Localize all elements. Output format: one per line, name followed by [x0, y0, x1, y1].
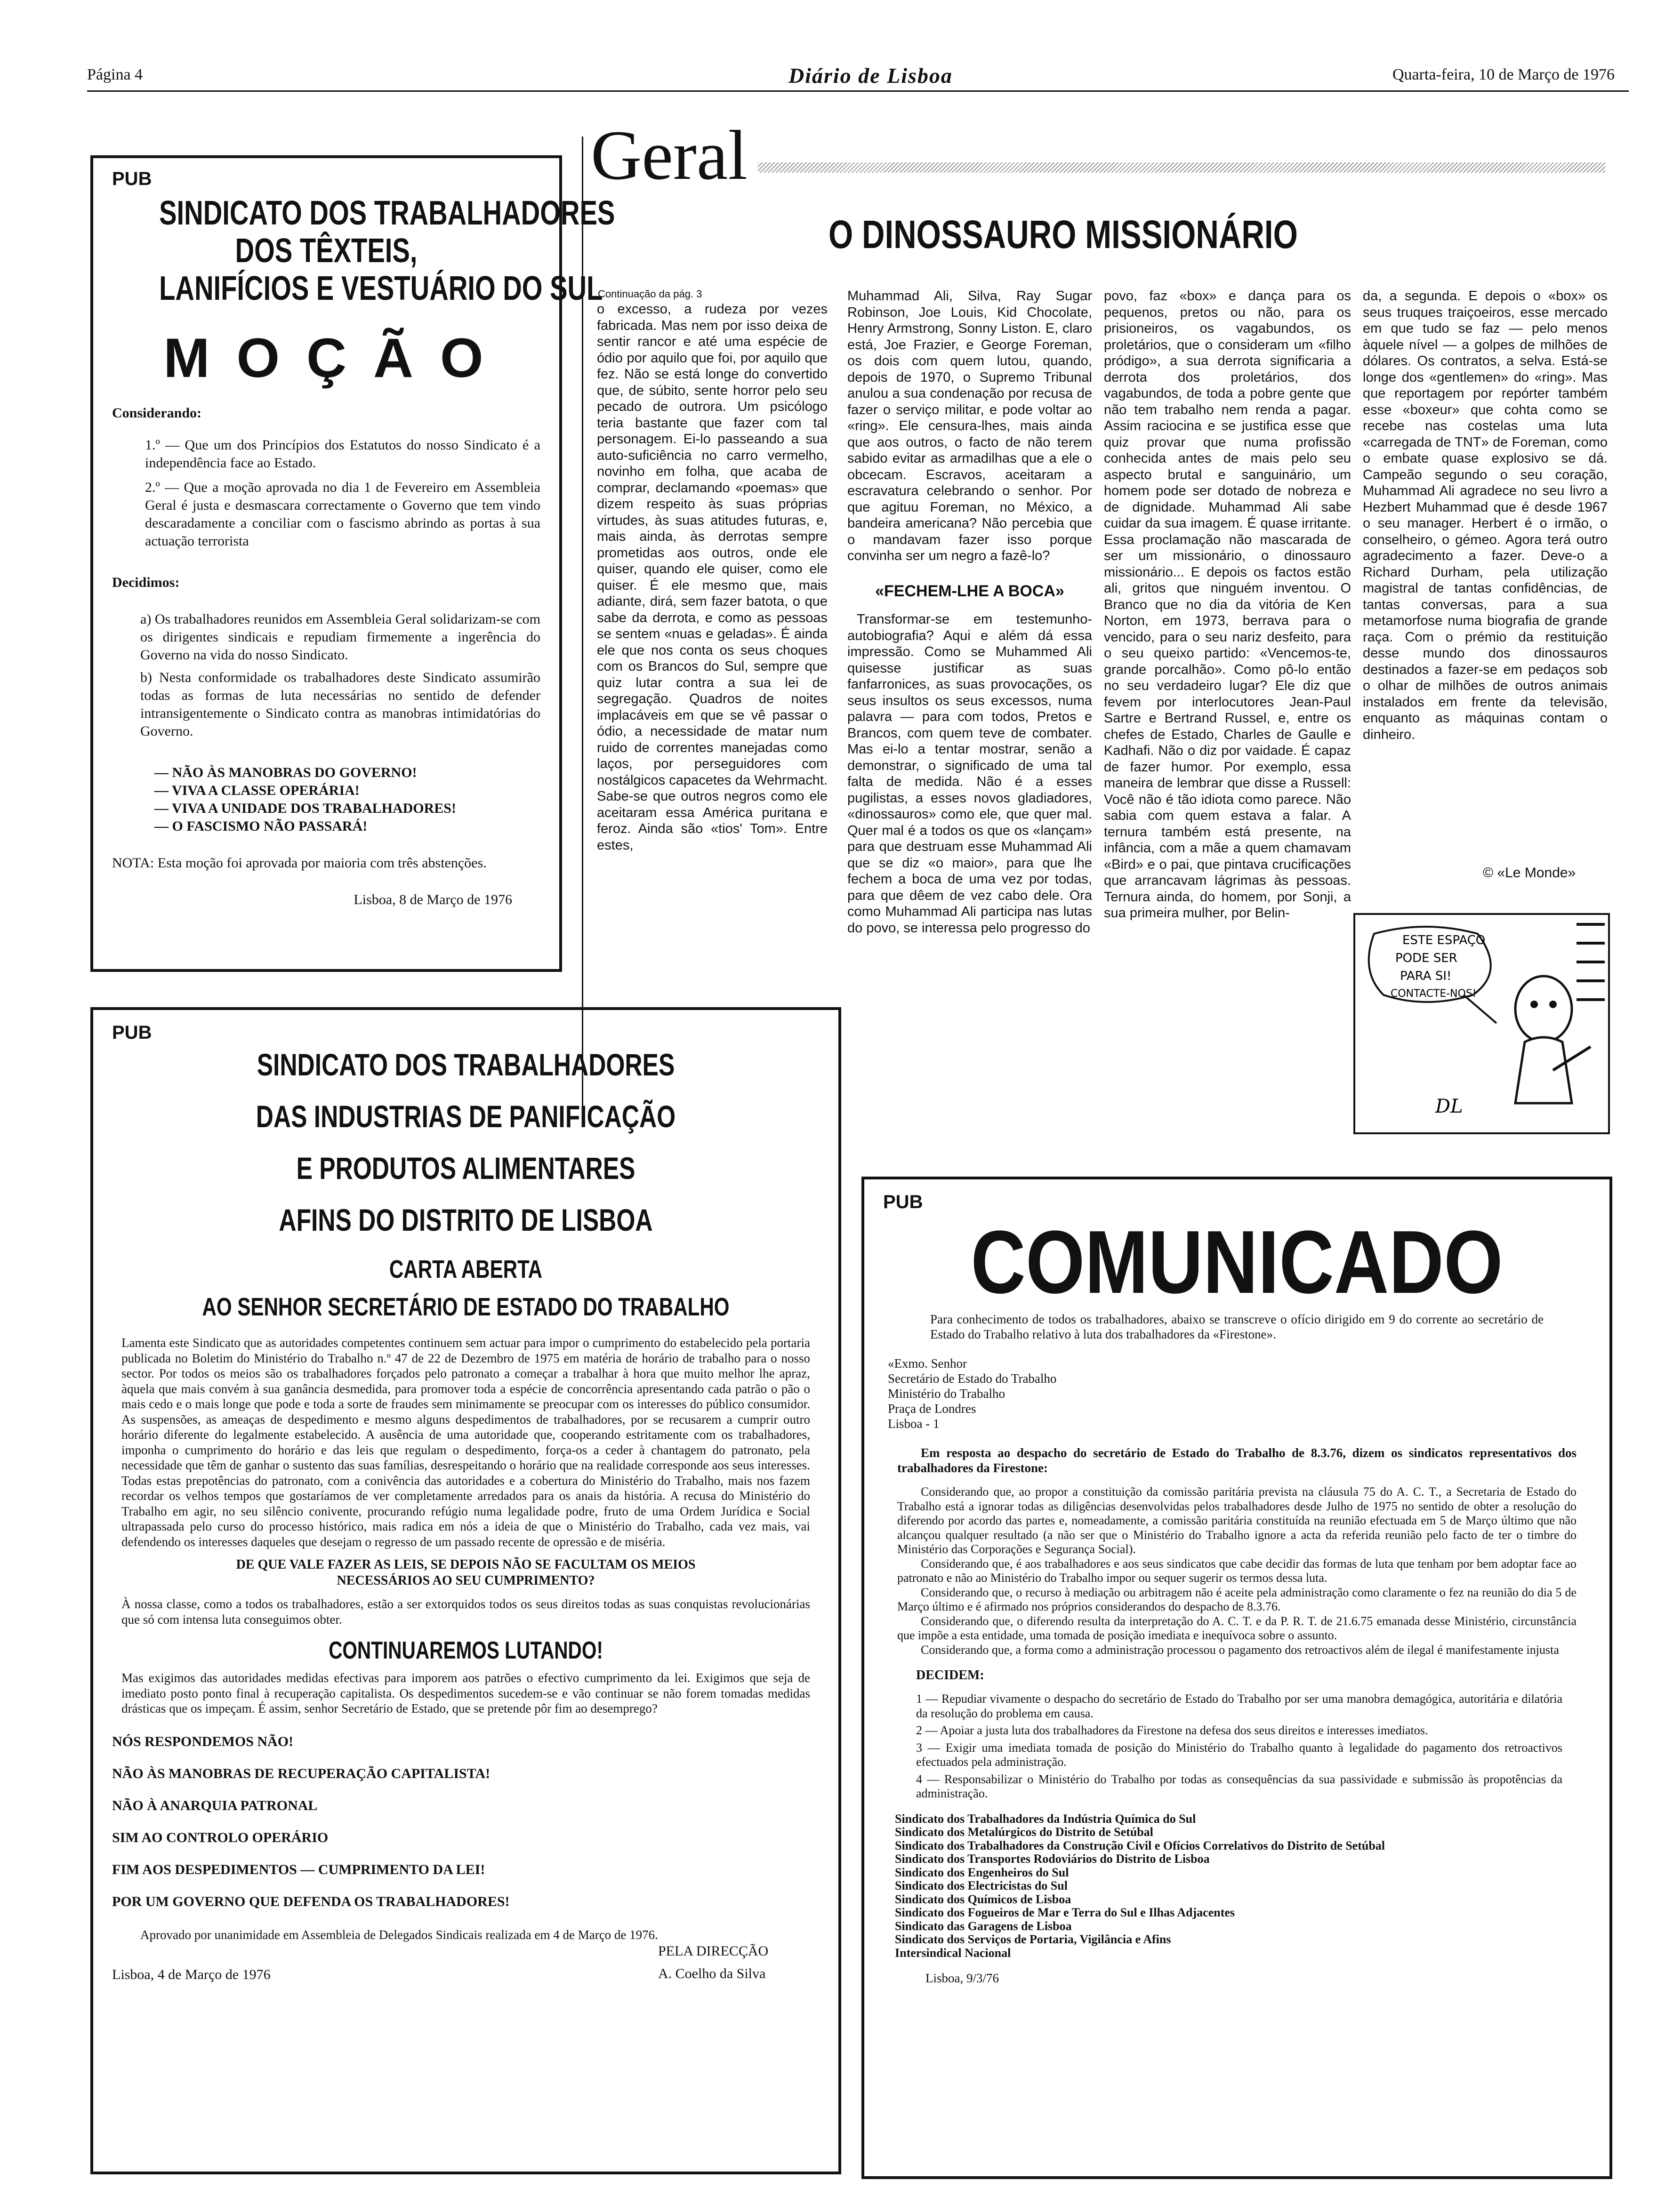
ad-subtitle: AO SENHOR SECRETÁRIO DE ESTADO DO TRABALHO: [202, 1293, 730, 1321]
article-column-4: [1363, 288, 1608, 862]
pub-label: PUB: [883, 1192, 923, 1212]
decided-label: Decidimos:: [112, 575, 180, 590]
cartoon-ad: [1353, 913, 1610, 1134]
ad-date: Lisboa, 9/3/76: [925, 1971, 999, 1985]
slogan: — VIVA A UNIDADE DOS TRABALHADORES!: [154, 801, 456, 816]
union-name: Sindicato dos Químicos de Lisboa: [895, 1892, 1071, 1906]
decided-item: b) Nesta conformidade os trabalhadores deste Sindicato assumirão todas as formas de luta necessárias no sentido de defender intransigentemente o Sindicato contra as manobras intimidatórias do Governo.: [140, 670, 540, 739]
pub-label: PUB: [112, 1022, 152, 1043]
article-continued: Continuação da pág. 3: [598, 288, 702, 300]
ad-callout: CONTINUAREMOS LUTANDO!: [329, 1637, 603, 1664]
slogan: SIM AO CONTROLO OPERÁRIO: [112, 1829, 329, 1845]
article-text: o excesso, a rudeza por vezes fabricada. Mas nem por isso deixa de sentir rancor e até uma espécie de ódio por aquilo que foi, por aquilo que fez. Não se está longe do convertido que, de súbito, sente horror pelo seu pecado de outrora. Um psicólogo teria bastante que fazer com tal personagem. Ei-lo passeando a sua auto-suficiência no carro vermelho, novinho em folha, que acaba de comprar, declamando «poemas» que dizem respeito às suas próprias virtudes, às suas atitudes futuras, e, mais ainda, às derrotas sempre prometidas aos outros, onde ele quiser, quando ele quiser, como ele quiser. É ele mesmo que, mais adiante, dirá, sem fazer batota, o que sabe da derrota, e como as pessoas se sentem «nuas e geladas». É ainda ele que nos conta os seus choques com os Brancos do Sul, sempre que quiz lutar contra a sua lei de segregação. Quadros de noites implacáveis em que se vê passar o ódio, a necessidade de matar num ruido de correntes manejadas como laços, por perseguidores com nostálgicos capacetes da Wehrmacht. Sabe-se que outros negros como ele aceitaram essa América puritana e feroz. Ainda são «tios' Tom». Entre estes,: [597, 302, 828, 853]
cartoon-signature: DL: [1435, 1096, 1463, 1117]
ad-date: Lisboa, 4 de Março de 1976: [112, 1966, 271, 1982]
address-line: Lisboa - 1: [888, 1417, 940, 1431]
considering-paragraph: Considerando que, é aos trabalhadores e aos seus sindicatos que cabe decidir das formas de luta que tenham por bem adoptar face ao patronato e não ao Ministério do Trabalho impor ou sequer sugerir os termos dessa luta.: [897, 1556, 1577, 1585]
address-line: «Exmo. Senhor: [888, 1356, 967, 1370]
decide-label: DECIDEM:: [916, 1668, 984, 1683]
ad-title-line: E PRODUTOS ALIMENTARES: [296, 1151, 635, 1186]
considering-paragraph: Considerando que, o diferendo resulta da interpretação do A. C. T. e da P. R. T. de 21.6.75 emanada desse Ministério, circunstância que impõe a esta entidade, uma tomada de posição imediata e inequívoca sobre o assunto.: [897, 1614, 1577, 1642]
ad-question: DE QUE VALE FAZER AS LEIS, SE DEPOIS NÃO SE FACULTAM OS MEIOS NECESSÁRIOS AO SEU CUMPRIMENTO?: [236, 1557, 696, 1588]
page-header: [87, 66, 1629, 94]
cartoon-text-line: ESTE ESPAÇO: [1402, 933, 1486, 947]
section-rule-vertical: [582, 136, 583, 1125]
union-name: Intersindical Nacional: [895, 1946, 1011, 1960]
union-list: [895, 1812, 1591, 1960]
union-name: Sindicato dos Fogueiros de Mar e Terra do Sul e Ilhas Adjacentes: [895, 1906, 1235, 1919]
ad-title-line: DOS TÊXTEIS,: [235, 232, 418, 270]
decision-item: 4 — Responsabilizar o Ministério do Trabalho por todas as consequências da sua passividade e submissão às propotências da administração.: [916, 1772, 1562, 1800]
ad-title-line: SINDICATO DOS TRABALHADORES: [257, 1047, 675, 1082]
ad-subtitle: CARTA ABERTA: [389, 1255, 543, 1283]
ad-intro: Para conhecimento de todos os trabalhadores, abaixo se transcreve o ofício dirigido em 9 do corrente ao secretário de Estado do Trabalho relativo à luta dos trabalhadores da «Firestone».: [930, 1312, 1544, 1341]
article-column-3: [1104, 288, 1351, 1102]
ad-body: Mas exigimos das autoridades medidas efectivas para imporem aos patrões o efectivo cumprimento da lei. Exigimos que seja de imediato posto ponto final à recuperação capitalista. Os despedimentos sucedem-se e vão continuar se não forem tomadas medidas drásticas que os impeçam. É assim, senhor Secretário de Estado, que se pretende pôr fim ao desemprego?: [121, 1671, 810, 1715]
article-text: da, a segunda. E depois o «box» os seus truques traiçoeiros, esse mercado em que tudo se faz — pelo menos àquele nível — a golpes de milhões de dólares. Os contratos, a selva. Está-se longe dos «gentlemen» do «ring». Mas que reportagem por repórter também esse «boxeur» que cohta como se recebe nas costelas uma luta «carregada de TNT» de Foreman, como o embate quase explosivo se dá. Campeão segundo o seu coração, Muhammad Ali agradece no seu livro a Hezbert Muhammad que é desde 1967 o seu manager. Herbert é o irmão, o conselheiro, o gémeo. Agora terá outro agradecimento a fazer. Deve-o a Richard Durham, pela utilização magistral de tantas confidências, de tantas conversas, para a sua metamorfose numa biografia de grande raça. Com o prémio da restituição desse mundo dos dinossauros destinados a fazer-se em pedaços sob o olhar de milhões de outros animais instalados em frente da televisão, enquanto as máquinas contam o dinheiro.: [1363, 289, 1608, 742]
article-text: Muhammad Ali, Silva, Ray Sugar Robinson, Joe Louis, Kid Chocolate, Henry Armstrong, Sonny Liston. E, claro está, Joe Frazier, e George Foreman, os dois com quem lutou, quando, depois de 1970, o Supremo Tribunal anulou a sua condenação por recusa de fazer o serviço militar, e pode voltar ao «ring». Ele censura-lhes, mais ainda que aos outros, o facto de não terem sabido evitar as armadilhas que a ele o obcecam. Escravos, aceitaram a escravatura celebrando o senhor. Por que agituu Foreman, no México, a bandeira americana? Não percebia que o mandavam fazer isso porque convinha ser um negro a fazê-lo?: [847, 289, 1092, 563]
slogan: — NÃO ÀS MANOBRAS DO GOVERNO!: [154, 765, 417, 780]
decision-item: 1 — Repudiar vivamente o despacho do secretário de Estado do Trabalho por ser uma manobra demagógica, autoritária e dilatória da resolução do problema em causa.: [916, 1692, 1562, 1720]
ad-panificacao: [90, 1007, 841, 2174]
address-line: Praça de Londres: [888, 1402, 976, 1416]
union-name: Sindicato dos Engenheiros do Sul: [895, 1865, 1069, 1879]
page-number: Página 4: [87, 66, 143, 83]
union-name: Sindicato dos Trabalhadores da Construção Civil e Ofícios Correlativos do Distrito de Setúbal: [895, 1838, 1385, 1852]
union-name: Sindicato dos Transportes Rodoviários do Distrito de Lisboa: [895, 1852, 1210, 1866]
section-title: Geral: [591, 116, 748, 194]
signature-name: A. Coelho da Silva: [658, 1965, 766, 1981]
section-hatch: [758, 162, 1605, 173]
union-name: Sindicato das Garagens de Lisboa: [895, 1919, 1072, 1933]
article-text: povo, faz «box» e dança para os pequenos, pretos ou não, para os prisioneiros, os vagabundos, os proletários, que o consideram um «filho pródigo», a sua derrota significaria a derrota dos proletários, dos vagabundos, de toda a pobre gente que não tem trabalho nem renda a pagar. Assim raciocina e se justifica esse que quiz provar que numa profissão conhecida antes de mais pelo seu aspecto brutal e sanguinário, um homem pode ser dotado de nobreza e de dignidade. Muhammad Ali sabe cuidar da sua imagem. É quase irritante. Essa proclamação não mascarada de ser um missionário, o dinossauro missionário... E depois os factos estão ali, gritos que ninguém inventou. O Branco que no dia da vitória de Ken Norton, em 1973, berrava para o vencido, para o seu nariz desfeito, para o seu queixo partido: «Vencemos-te, grande porcalhão». Como pô-lo então no seu verdadeiro lugar? Ele diz que fevem por interlocutores Jean-Paul Sartre e Bertrand Russel, e, entre os chefes de Estado, Charles de Gaulle e Kadhafi. Não o diz por vaidade. É capaz de fazer humor. Por exemplo, essa maneira de lembrar que disse a Russell: Você não é tão idiota como parece. Não sabia com quem estava a falar. A ternura também está presente, na infância, com a mãe a quem chamavam «Bird» e o pai, que pintava crucificações que arrancavam lágrimas às pessoas. Ternura ainda, do homem, por Sonji, a sua primeira mulher, por Belin-: [1104, 289, 1351, 921]
union-name: Sindicato dos Serviços de Portaria, Vigilância e Afins: [895, 1932, 1171, 1946]
ad-mocao: [90, 155, 615, 972]
header-rule: [87, 90, 1629, 92]
slogan: POR UM GOVERNO QUE DEFENDA OS TRABALHADORES!: [112, 1893, 510, 1909]
article-credit: © «Le Monde»: [1483, 865, 1576, 881]
slogan: — O FASCISMO NÃO PASSARÁ!: [154, 818, 368, 834]
ad-date: Lisboa, 8 de Março de 1976: [354, 892, 512, 907]
considering-item: 2.º — Que a moção aprovada no dia 1 de Fevereiro em Assembleia Geral é justa e desmascara correctamente o Governo que tem vindo descaradamente a conciliar com o fascismo abrindo as portas à sua actuação terrorista: [145, 480, 540, 549]
ad-body: Lamenta este Sindicato que as autoridades competentes continuem sem actuar para impor o cumprimento do estabelecido pela portaria publicada no Boletim do Ministério do Trabalho n.º 47 de 22 de Dezembro de 1975 em matéria de horário de trabalho para o nosso sector. Por todos os meios são os trabalhadores forçados pelo patronato a começar a trabalhar à hora que muito melhor lhe apraz, àquela que mais convém à sua ganância desmedida, para promover toda a espécie de concorrência apresentando cada patrão o pão o mais cedo e o mais longe que pode e toda a sorte de fraudes sem minimamente se preocupar com os interesses do público consumidor. As suspensões, as ameaças de despedimento e mesmo alguns despedimentos de trabalhadores, por se recusarem a cumprir outro horário diferente do legalmente estabelecido. A ausência de uma autoridade que, cooperando estritamente com os trabalhadores, imponha o cumprimento do horário e das leis que regulam o despedimento, força-os a ceder à chantagem do patronato, pela necessidade que têm de ganhar o sustento das suas famílias, desrespeitando o horário que na realidade corresponde aos seus interesses. Todas estas prepotências do patronato, com a conivência das autoridades e a cobertura do Ministério do Trabalho, mais nos fazem recordar os velhos tempos que gostaríamos de ver completamente arredados para os anais da história. A recusa do Ministério do Trabalho em agir, no seu silêncio conivente, procurando refúgio numa legalidade podre, fruto de uma Ordem Jurídica e Social ultrapassada pelo curso do processo histórico, mais radica em nós a ideia de que o Ministério do Trabalho, cada vez mais, vai defendendo os interesses daqueles que desejam o regresso de um passado recente de opressão e de miséria.: [121, 1336, 810, 1549]
article-text: Transformar-se em testemunho-autobiografia? Aqui e além dá essa impressão. Como se Muhammed Ali quisesse justificar as suas fanfarronices, as suas provocações, os seus insultos os seus excessos, numa palavra — para com todos, Pretos e Brancos, com quem teve de combater. Mas ei-lo a tentar mostrar, senão a demonstrar, o significado de uma tal falta de medida. Não é a esses pugilistas, a esses novos gladiadores, «dinossauros» como ele, que quer mal. Quer mal é a todos os que os «lançam» para que destruam esse Muhammad Ali que se diz «o maior», para que lhe fechem a boca de uma vez por todas, para que dêem de vez cabo dele. Ora como Muhammad Ali participa nas lutas do povo, se interessa pelo progresso do: [847, 612, 1092, 936]
ad-title-line: AFINS DO DISTRITO DE LISBOA: [279, 1202, 653, 1237]
union-name: Sindicato dos Metalúrgicos do Distrito de Setúbal: [895, 1825, 1153, 1839]
article-column-1: [597, 301, 828, 1026]
address-line: Secretário de Estado do Trabalho: [888, 1371, 1057, 1386]
decision-item: 3 — Exigir uma imediata tomada de posição do Ministério do Trabalho quanto à legalidade do pagamento dos retroactivos efectuados pela administração.: [916, 1740, 1562, 1769]
slogan: FIM AOS DESPEDIMENTOS — CUMPRIMENTO DA LEI!: [112, 1861, 485, 1877]
decided-item: a) Os trabalhadores reunidos em Assembleia Geral solidarizam-se com os dirigentes sindicais e repudiam firmemente a ingerência do Governo na vida do nosso Sindicato.: [140, 611, 540, 663]
slogan: NÃO À ANARQUIA PATRONAL: [112, 1797, 318, 1813]
ad-body: À nossa classe, como a todos os trabalhadores, estão a ser extorquidos todos os seus direitos todas as suas conquistas revolucionárias que só com intensa luta conseguimos obter.: [121, 1597, 810, 1627]
article-title: O DINOSSAURO MISSIONÁRIO: [828, 212, 1298, 256]
ad-lead: Em resposta ao despacho do secretário de Estado do Trabalho de 8.3.76, dizem os sindicatos representativos dos trabalhadores da Firestone:: [897, 1446, 1577, 1475]
note: NOTA: Esta moção foi aprovada por maioria com três abstenções.: [112, 855, 487, 871]
address-line: Ministério do Trabalho: [888, 1387, 1005, 1401]
considering-label: Considerando:: [112, 405, 202, 421]
comunicado-heading: COMUNICADO: [971, 1212, 1503, 1312]
slogan: NÃO ÀS MANOBRAS DE RECUPERAÇÃO CAPITALISTA!: [112, 1765, 491, 1781]
decision-item: 2 — Apoiar a justa luta dos trabalhadores da Firestone na defesa dos seus direitos e interesses imediatos.: [916, 1723, 1428, 1737]
considering-item: 1.º — Que um dos Princípios dos Estatutos do nosso Sindicato é a independência face ao Estado.: [145, 437, 540, 471]
mocao-heading: M O Ç Ã O: [163, 327, 489, 389]
slogan: — VIVA A CLASSE OPERÁRIA!: [154, 783, 360, 798]
approval-note: Aprovado por unanimidade em Assembleia de Delegados Sindicais realizada em 4 de Março de 1976.: [140, 1927, 658, 1942]
cartoon-text-line: CONTACTE-NOS!: [1391, 988, 1477, 1000]
pub-label: PUB: [112, 168, 152, 189]
union-name: Sindicato dos Trabalhadores da Indústria Química do Sul: [895, 1811, 1196, 1826]
newspaper-name: Diário de Lisboa: [788, 64, 953, 88]
cartoon-drawing: [1355, 915, 1608, 1132]
cartoon-text-line: PARA SI!: [1400, 969, 1452, 983]
considering-paragraph: Considerando que, a forma como a administração processou o pagamento dos retroactivos além de ilegal é manifestamente injusta: [921, 1643, 1559, 1657]
ad-title-line: SINDICATO DOS TRABALHADORES: [159, 194, 615, 232]
considering-paragraph: Considerando que, o recurso à mediação ou arbitragem não é aceite pela administração como claramente o fez na reunião do dia 5 de Março último e é afirmado nos próprios considerandos do despacho de 8.3.76.: [897, 1585, 1577, 1613]
signature-label: PELA DIRECÇÃO: [658, 1943, 769, 1959]
slogan: NÓS RESPONDEMOS NÃO!: [112, 1733, 294, 1749]
article-subhead: «FECHEM-LHE A BOCA»: [875, 582, 1064, 600]
article-column-2: [847, 288, 1092, 1102]
considering-paragraph: Considerando que, ao propor a constituição da comissão paritária prevista na cláusula 75 do A. C. T., a Secretaria de Estado do Trabalho está a ignorar todas as diligências desenvolvidas pelos trabalhadores desde Julho de 1975 no sentido de obter a resolução do diferendo por acordo das partes e, nomeadamente, a comissão paritária constituída na reunião efectuada em 5 de Março último que não alcançou qualquer resultado (a não ser que o Ministério do Trabalho ignore a acta da referida reunião pelo facto de ter o timbre do Ministério das Corporações e Segurança Social).: [897, 1485, 1577, 1556]
ad-title-line: DAS INDUSTRIAS DE PANIFICAÇÃO: [256, 1099, 676, 1134]
union-name: Sindicato dos Electricistas do Sul: [895, 1879, 1068, 1892]
issue-date: Quarta-feira, 10 de Março de 1976: [1392, 66, 1615, 83]
ad-comunicado: [861, 1177, 1612, 2179]
cartoon-text-line: PODE SER: [1395, 951, 1457, 965]
signature-row: [112, 1942, 820, 1985]
ad-title-line: LANIFÍCIOS E VESTUÁRIO DO SUL: [159, 270, 603, 307]
